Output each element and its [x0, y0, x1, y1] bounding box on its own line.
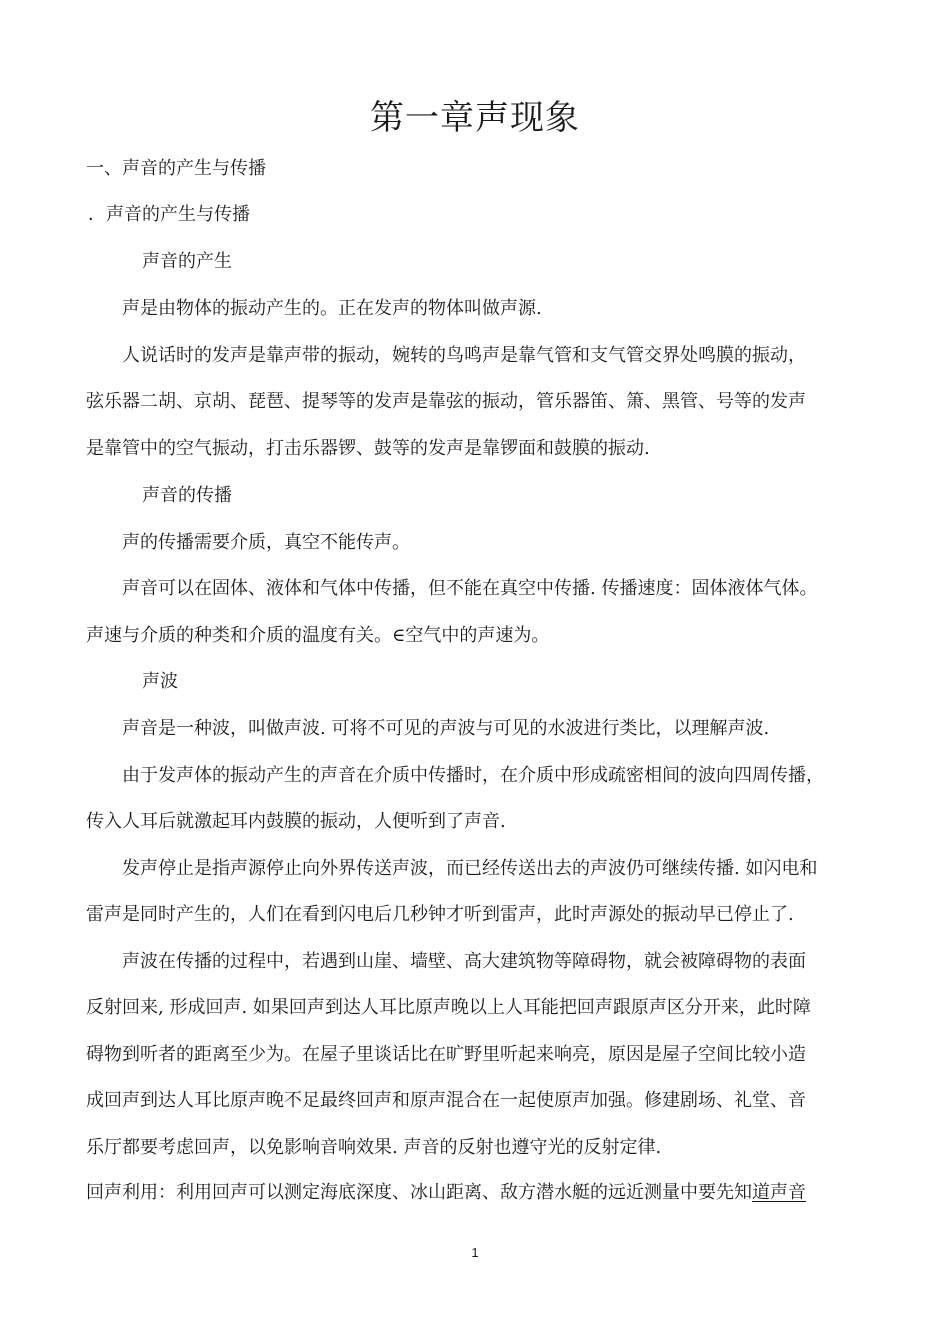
paragraph-line: 是靠管中的空气振动，打击乐器锣、鼓等的发声是靠锣面和鼓膜的振动.: [86, 438, 650, 459]
paragraph-line: 声速与介质的种类和介质的温度有关。∈空气中的声速为。: [86, 625, 550, 646]
paragraph-line: 由于发声体的振动产生的声音在介质中传播时，在介质中形成疏密相间的波向四周传播，: [122, 765, 824, 786]
page-number: 1: [471, 1245, 479, 1260]
topic-heading-waves: 声波: [142, 671, 178, 692]
paragraph-line: 成回声到达人耳比原声晚不足最终回声和原声混合在一起使原声加强。修建剧场、礼堂、音: [86, 1090, 806, 1111]
topic-heading-propagation: 声音的传播: [142, 485, 232, 506]
paragraph-line: 声的传播需要介质，真空不能传声。: [122, 532, 410, 553]
paragraph-line: 雷声是同时产生的，人们在看到闪电后几秒钟才听到雷声，此时声源处的振动早已停止了.: [86, 904, 794, 925]
paragraph-line: 反射回来, 形成回声. 如果回声到达人耳比原声晚以上人耳能把回声跟原声区分开来，此时障: [86, 997, 811, 1018]
paragraph-line: 发声停止是指声源停止向外界传送声波，而已经传送出去的声波仍可继续传播. 如闪电和: [122, 858, 818, 879]
paragraph-line: 传入人耳后就激起耳内鼓膜的振动，人便听到了声音.: [86, 811, 506, 832]
paragraph-text: 回声利用：利用回声可以测定海底深度、冰山距离、敌方潜水艇的远近测量中要先知: [86, 1182, 752, 1203]
paragraph-line: 碍物到听者的距离至少为。在屋子里谈话比在旷野里听起来响亮，原因是屋子空间比较小造: [86, 1044, 806, 1065]
paragraph-line: 乐厅都要考虑回声，以免影响音响效果. 声音的反射也遵守光的反射定律.: [86, 1137, 662, 1158]
chapter-title: 第一章声现象: [370, 98, 580, 138]
paragraph-line: 声是由物体的振动产生的。正在发声的物体叫做声源.: [122, 298, 542, 319]
paragraph-line: 弦乐器二胡、京胡、琵琶、提琴等的发声是靠弦的振动，管乐器笛、箫、黑管、号等的发声: [86, 391, 806, 412]
paragraph-line: 人说话时的发声是靠声带的振动，婉转的鸟鸣声是靠气管和支气管交界处鸣膜的振动，: [122, 345, 806, 366]
paragraph-line: 声音可以在固体、液体和气体中传播，但不能在真空中传播. 传播速度：固体液体气体。: [122, 578, 818, 599]
section-heading: 一、声音的产生与传播: [86, 158, 266, 179]
topic-heading-production: 声音的产生: [142, 251, 232, 272]
subsection-heading: ．声音的产生与传播: [88, 204, 250, 225]
underlined-text: 道声音: [752, 1182, 806, 1203]
paragraph-line: 声音是一种波，叫做声波. 可将不可见的声波与可见的水波进行类比，以理解声波.: [122, 718, 770, 739]
paragraph-line: 声波在传播的过程中，若遇到山崖、墙壁、高大建筑物等障碍物，就会被障碍物的表面: [122, 951, 806, 972]
paragraph-line: [86, 1180, 806, 1206]
